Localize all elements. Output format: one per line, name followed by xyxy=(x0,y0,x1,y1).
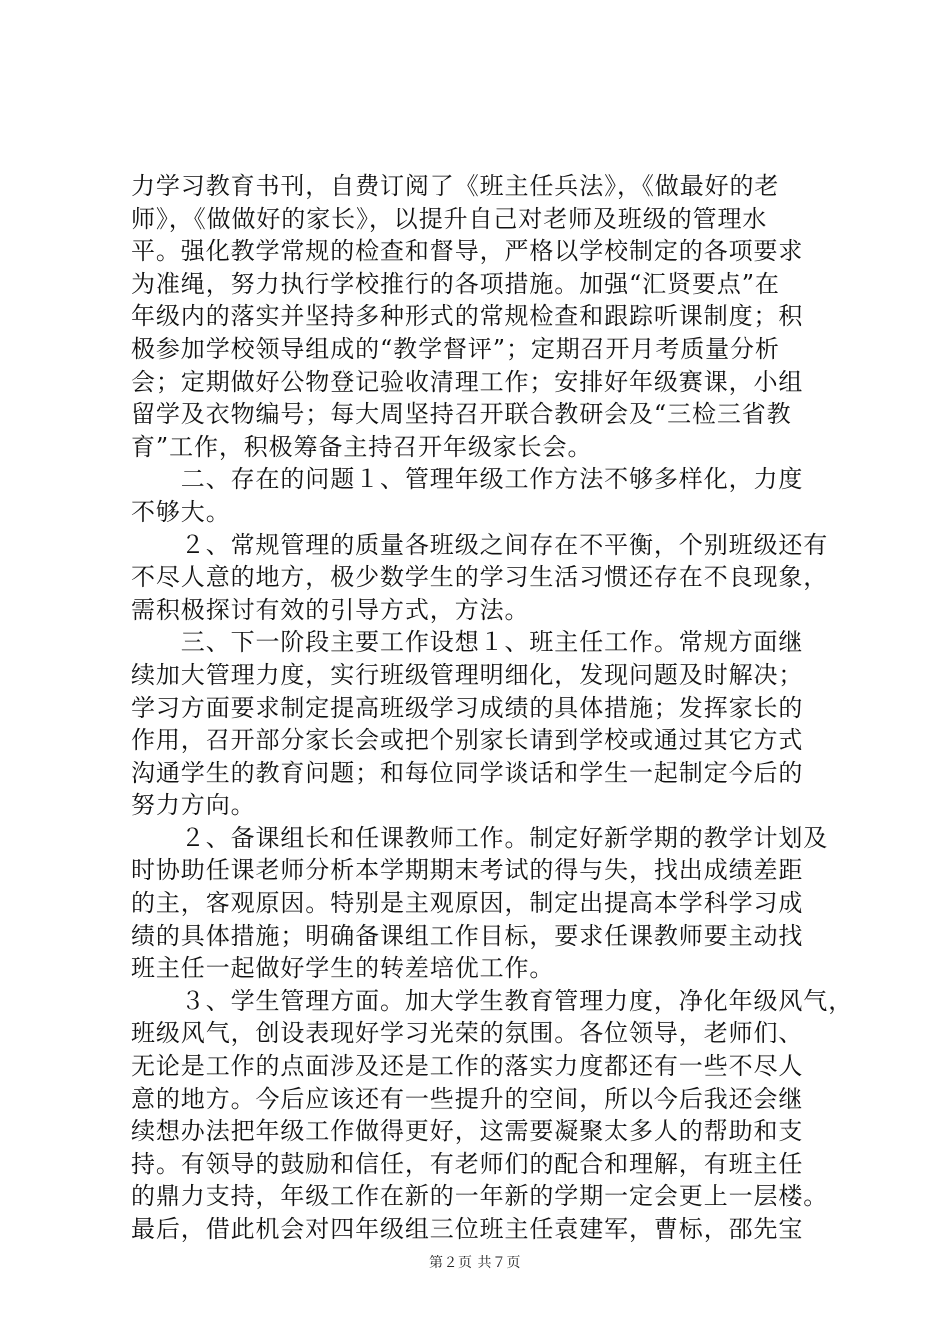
text-line: 作用，召开部分家长会或把个别家长请到学校或通过其它方式 xyxy=(131,726,804,755)
text-line: ２、常规管理的质量各班级之间存在不平衡，个别班级还有 xyxy=(131,530,829,559)
text-line: 的鼎力支持，年级工作在新的一年新的学期一定会更上一层楼。 xyxy=(131,1182,829,1211)
text-line: 绩的具体措施；明确备课组工作目标，要求任课教师要主动找 xyxy=(131,921,804,950)
text-line: 二、存在的问题１、管理年级工作方法不够多样化，力度 xyxy=(131,465,804,494)
text-line: 时协助任课老师分析本学期期末考试的得与失，找出成绩差距 xyxy=(131,856,804,885)
text-line: 持。有领导的鼓励和信任，有老师们的配合和理解，有班主任 xyxy=(131,1149,804,1178)
text-line: 班主任一起做好学生的转差培优工作。 xyxy=(131,954,555,983)
text-line: 平。强化教学常规的检查和督导，严格以学校制定的各项要求 xyxy=(131,237,804,266)
text-line: 师》，《做做好的家长》，以提升自己对老师及班级的管理水 xyxy=(131,204,768,233)
text-line: 意的地方。今后应该还有一些提升的空间，所以今后我还会继 xyxy=(131,1084,804,1113)
text-line: 会；定期做好公物登记验收清理工作；安排好年级赛课，小组 xyxy=(131,367,804,396)
text-line: 的主，客观原因。特别是主观原因，制定出提高本学科学习成 xyxy=(131,889,804,918)
text-line: 不够大。 xyxy=(131,497,231,526)
text-line: 续加大管理力度，实行班级管理明细化，发现问题及时解决； xyxy=(131,660,804,689)
text-line: 年级内的落实并坚持多种形式的常规检查和跟踪听课制度；积 xyxy=(131,302,804,331)
text-line: 育”工作，积极筹备主持召开年级家长会。 xyxy=(131,432,593,461)
text-line: 最后，借此机会对四年级组三位班主任袁建军，曹标，邵先宝 xyxy=(131,1215,804,1243)
document-body xyxy=(131,170,854,1246)
text-line: 无论是工作的点面涉及还是工作的落实力度都还有一些不尽人 xyxy=(131,1052,804,1081)
text-line: 力学习教育书刊，自费订阅了《班主任兵法》，《做最好的老 xyxy=(131,172,780,200)
text-line: 不尽人意的地方，极少数学生的学习生活习惯还存在不良现象， xyxy=(131,563,829,592)
text-line: 三、下一阶段主要工作设想１、班主任工作。常规方面继 xyxy=(131,628,804,657)
text-line: 沟通学生的教育问题；和每位同学谈话和学生一起制定今后的 xyxy=(131,758,804,787)
text-line: 班级风气，创设表现好学习光荣的氛围。各位领导，老师们、 xyxy=(131,1019,804,1048)
text-line: 留学及衣物编号；每大周坚持召开联合教研会及“三检三省教 xyxy=(131,400,792,429)
text-line: 需积极探讨有效的引导方式，方法。 xyxy=(131,595,530,624)
text-line: 努力方向。 xyxy=(131,791,256,820)
text-line: ３、学生管理方面。加大学生教育管理力度，净化年级风气， xyxy=(131,986,854,1015)
text-line: 续想办法把年级工作做得更好，这需要凝聚太多人的帮助和支 xyxy=(131,1117,804,1146)
text-line: 学习方面要求制定提高班级学习成绩的具体措施；发挥家长的 xyxy=(131,693,804,722)
text-line: 极参加学校领导组成的“教学督评”；定期召开月考质量分析 xyxy=(131,334,780,363)
text-line: 为准绳，努力执行学校推行的各项措施。加强“汇贤要点”在 xyxy=(131,269,780,298)
text-line: ２、备课组长和任课教师工作。制定好新学期的教学计划及 xyxy=(131,823,829,852)
page-footer: 第２页 共７页 xyxy=(429,1255,521,1271)
